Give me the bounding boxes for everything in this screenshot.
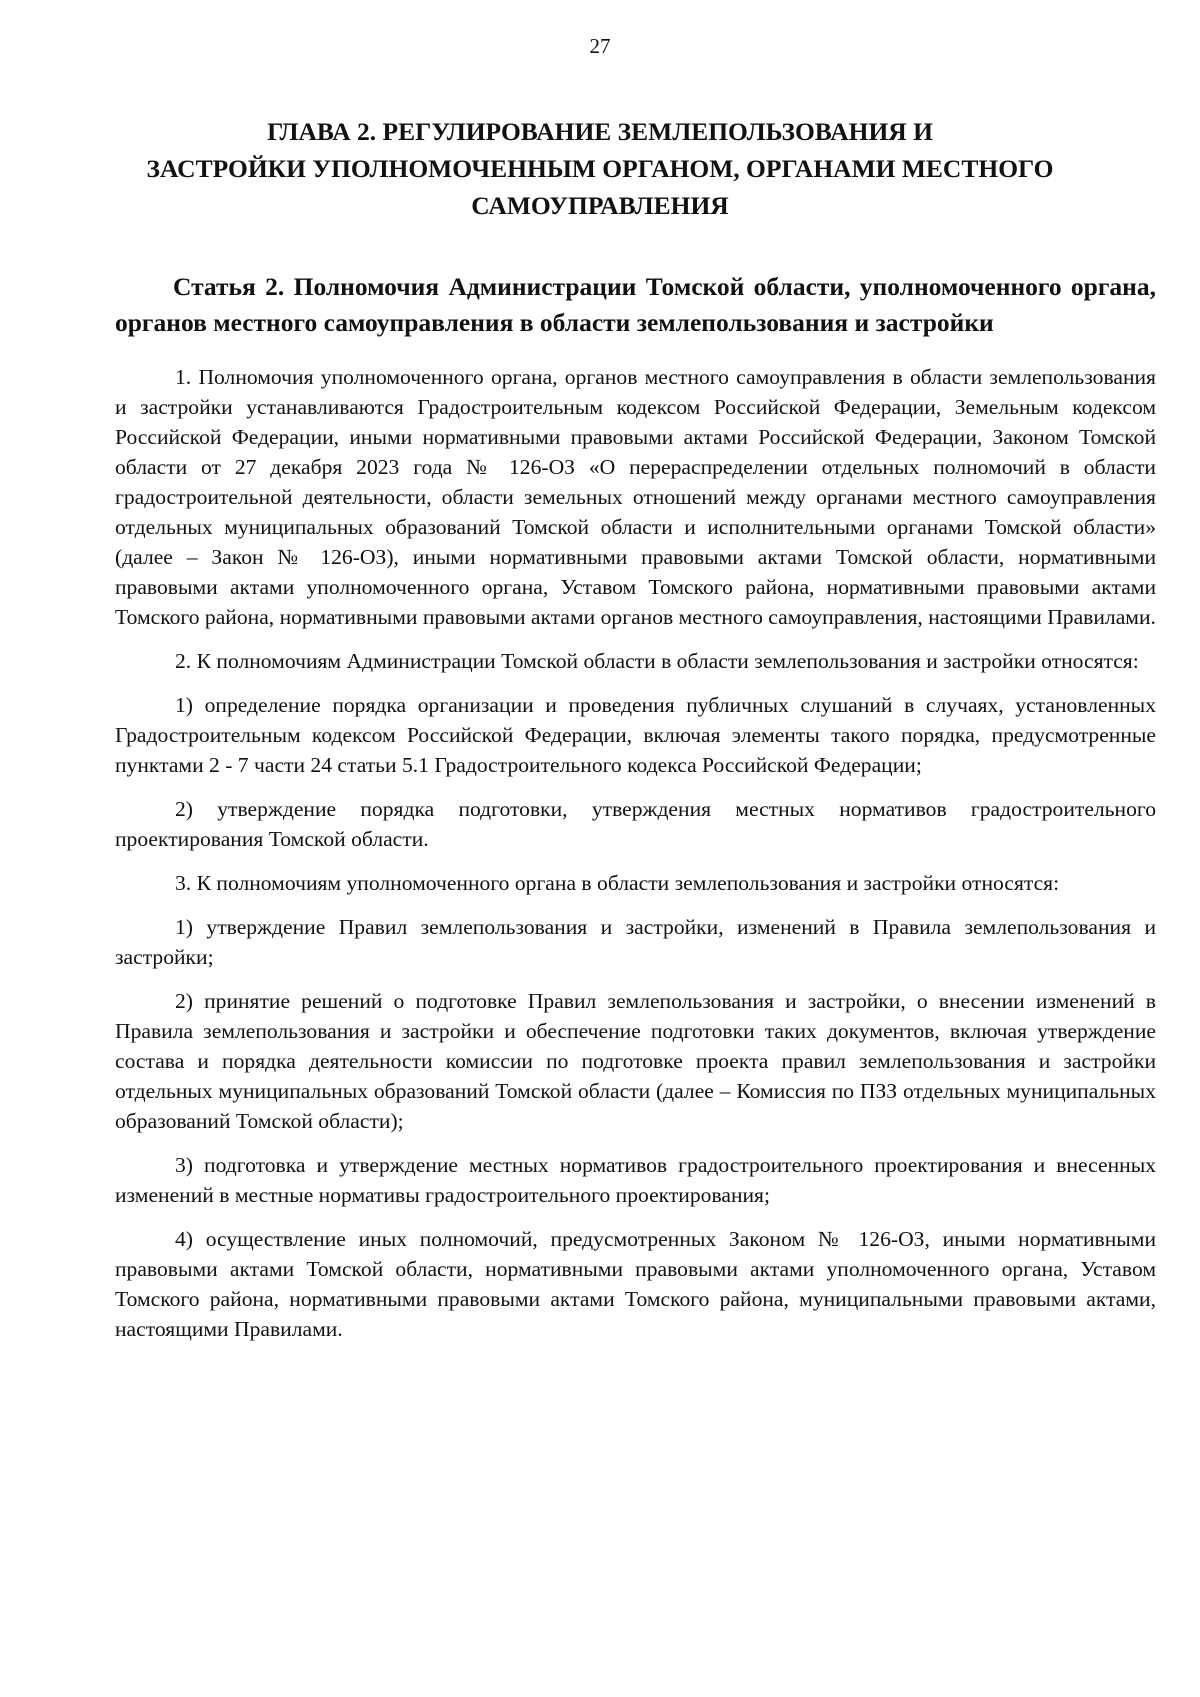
paragraph-3-item-1: 1) утверждение Правил землепользования и застройки, изменений в Правила землепользования и застройки; [115, 915, 1156, 969]
paragraph-3-item-2: 2) принятие решений о подготовке Правил землепользования и застройки, о внесении изменений в Правила землепользования и застройки и обеспечение подготовки таких документов, включая утверждение состава и порядка деятельности комиссии по подготовке проекта правил землепользования и застройки отдельных муниципальных образований Томской области (далее – Комиссия по ПЗЗ отдельных муниципальных образований Томской области); [115, 989, 1156, 1133]
paragraph-3-item-4: 4) осуществление иных полномочий, предусмотренных Законом № 126-ОЗ, иными нормативными правовыми актами Томской области, нормативными правовыми актами уполномоченного органа, Уставом Томского района, нормативными правовыми актами Томского района, муниципальными правовыми актами, настоящими Правилами. [115, 1227, 1156, 1341]
paragraph-3: 3. К полномочиям уполномоченного органа в области землепользования и застройки относятся: [175, 871, 1060, 895]
paragraph-1: 1. Полномочия уполномоченного органа, органов местного самоуправления в области землепользования и застройки устанавливаются Градостроительным кодексом Российской Федерации, Земельным кодексом Российской Федерации, иными нормативными правовыми актами Российской Федерации, Законом Томской области от 27 декабря 2023 года № 126-ОЗ «О перераспределении отдельных полномочий в области градостроительной деятельности, области земельных отношений между органами местного самоуправления отдельных муниципальных образований Томской области и исполнительными органами Томской области» (далее – Закон № 126-ОЗ), иными нормативными правовыми актами Томской области, нормативными правовыми актами уполномоченного органа, Уставом Томского района, нормативными правовыми актами Томского района, нормативными правовыми актами органов местного самоуправления, настоящими Правилами. [115, 365, 1156, 629]
paragraph-2-item-1: 1) определение порядка организации и проведения публичных слушаний в случаях, установленных Градостроительным кодексом Российской Федерации, включая элементы такого порядка, предусмотренные пунктами 2 - 7 части 24 статьи 5.1 Градостроительного кодекса Российской Федерации; [115, 693, 1156, 777]
paragraph-2: 2. К полномочиям Администрации Томской области в области землепользования и застройки относятся: [175, 649, 1139, 673]
chapter-title [100, 113, 1100, 224]
article-body [115, 362, 1156, 1358]
chapter-title-line: ЗАСТРОЙКИ УПОЛНОМОЧЕННЫМ ОРГАНОМ, ОРГАНАМИ МЕСТНОГО [146, 154, 1054, 183]
page-number: 27 [589, 34, 611, 58]
article-title: Статья 2. Полномочия Администрации Томской области, уполномоченного органа, органов местного самоуправления в области землепользования и застройки [115, 272, 1156, 337]
chapter-title-line: ГЛАВА 2. РЕГУЛИРОВАНИЕ ЗЕМЛЕПОЛЬЗОВАНИЯ И [267, 117, 933, 146]
paragraph-3-item-3: 3) подготовка и утверждение местных нормативов градостроительного проектирования и внесенных изменений в местные нормативы градостроительного проектирования; [115, 1153, 1156, 1207]
chapter-title-line: САМОУПРАВЛЕНИЯ [471, 191, 729, 220]
paragraph-2-item-2: 2) утверждение порядка подготовки, утверждения местных нормативов градостроительного проектирования Томской области. [115, 797, 1156, 851]
